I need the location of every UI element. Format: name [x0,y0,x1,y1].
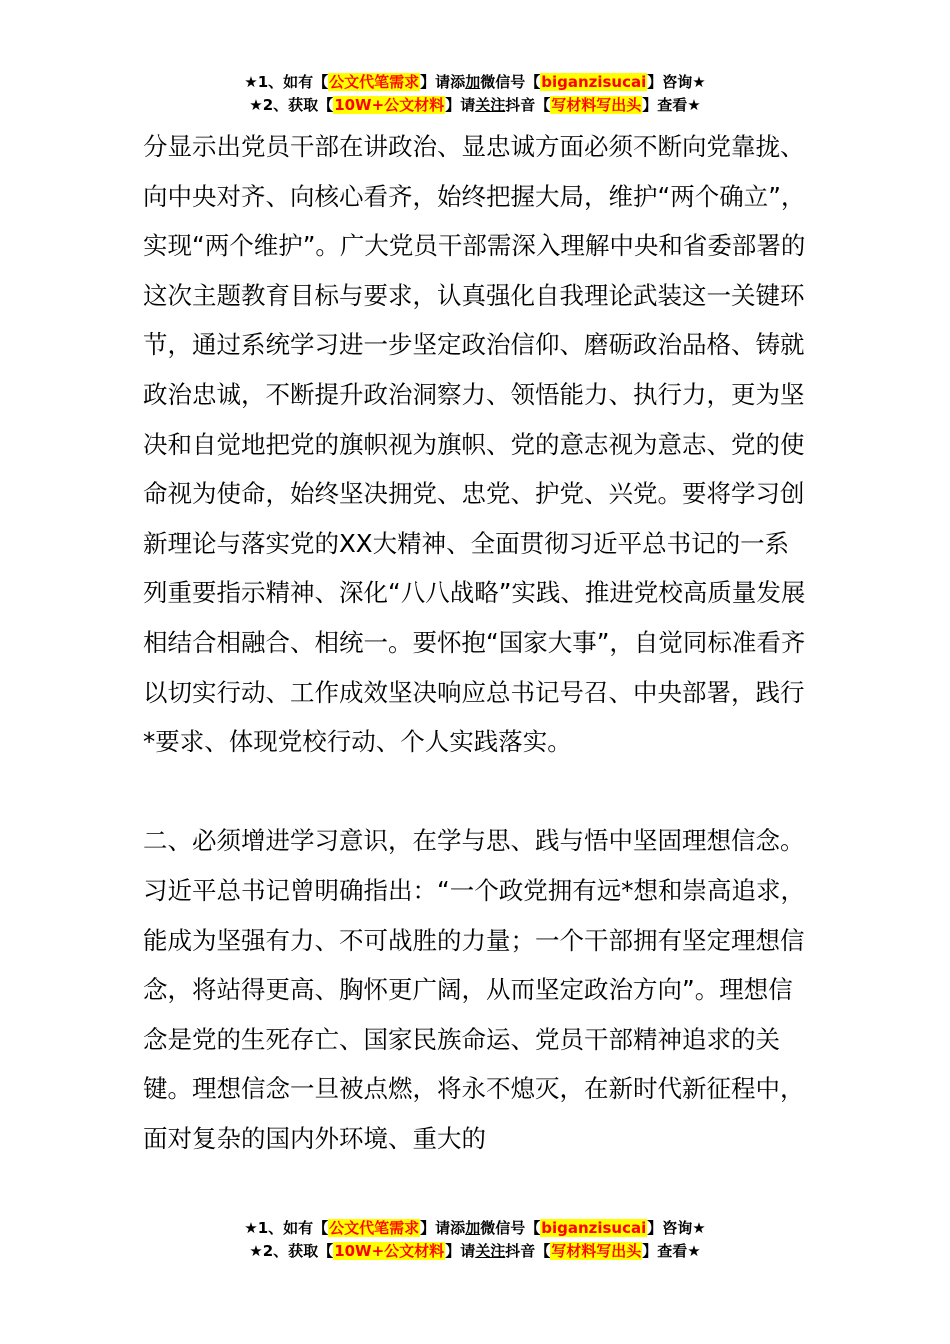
banner-underlined: 加 [465,73,481,91]
banner-line-2 [0,1240,950,1263]
document-body [143,122,808,1163]
banner-underlined: 加 [465,1219,481,1237]
banner-highlight: 公文代笔需求 [329,1219,420,1237]
banner-text: ★2、获取【 [249,1242,334,1260]
banner-text: 】请添 [420,1219,466,1237]
banner-text: 】请 [445,96,476,114]
banner-highlight: biganzisucai [541,1219,647,1237]
banner-text: ★1、如有【 [244,73,329,91]
banner-text: 】查看★ [642,96,701,114]
banner-highlight: 写材料写出头 [551,96,642,114]
banner-text: 】咨询★ [647,73,706,91]
banner-text: 】请添 [420,73,466,91]
paragraph-gap [143,767,808,817]
banner-text: 微信号【 [480,1219,541,1237]
banner-highlight: 公文代笔需求 [329,73,420,91]
bottom-banner [0,1217,950,1263]
banner-text: 微信号【 [480,73,541,91]
banner-line-2 [0,94,950,117]
paragraph: 分显示出党员干部在讲政治、显忠诚方面必须不断向党靠拢、向中央对齐、向核心看齐，始终把握大局，维护“两个确立”，实现“两个维护”。广大党员干部需深入理解中央和省委部署的这次主题教育目标与要求，认真强化自我理论武装这一关键环节，通过系统学习进一步坚定政治信仰、磨砺政治品格、铸就政治忠诚，不断提升政治洞察力、领悟能力、执行力，更为坚决和自觉地把党的旗帜视为旗帜、党的意志视为意志、党的使命视为使命，始终坚决拥党、忠党、护党、兴党。要将学习创新理论与落实党的XX大精神、全面贯彻习近平总书记的一系列重要指示精神、深化“八八战略”实践、推进党校高质量发展相结合相融合、相统一。要怀抱“国家大事”，自觉同标准看齐以切实行动、工作成效坚决响应总书记号召、中央部署，践行*要求、体现党校行动、个人实践落实。 [143,132,806,757]
banner-text: 】请 [445,1242,476,1260]
banner-highlight: 10W+公文材料 [334,96,445,114]
banner-highlight: 10W+公文材料 [334,1242,445,1260]
banner-text: 】咨询★ [647,1219,706,1237]
banner-underlined: 关注 [475,96,506,114]
banner-line-1 [0,71,950,94]
banner-text: 】查看★ [642,1242,701,1260]
banner-text: 抖音【 [505,1242,551,1260]
banner-line-1 [0,1217,950,1240]
banner-text: 抖音【 [505,96,551,114]
banner-text: ★1、如有【 [244,1219,329,1237]
banner-underlined: 关注 [475,1242,506,1260]
banner-highlight: biganzisucai [541,73,647,91]
banner-highlight: 写材料写出头 [551,1242,642,1260]
top-banner [0,71,950,117]
paragraph: 二、必须增进学习意识，在学与思、践与悟中坚固理想信念。习近平总书记曾明确指出：“一个政党拥有远*想和崇高追求，能成为坚强有力、不可战胜的力量；一个干部拥有坚定理想信念，将站得更高、胸怀更广阔，从而坚定政治方向”。理想信念是党的生死存亡、国家民族命运、党员干部精神追求的关键。理想信念一旦被点燃，将永不熄灭，在新时代新征程中，面对复杂的国内外环境、重大的 [143,826,805,1153]
banner-text: ★2、获取【 [249,96,334,114]
